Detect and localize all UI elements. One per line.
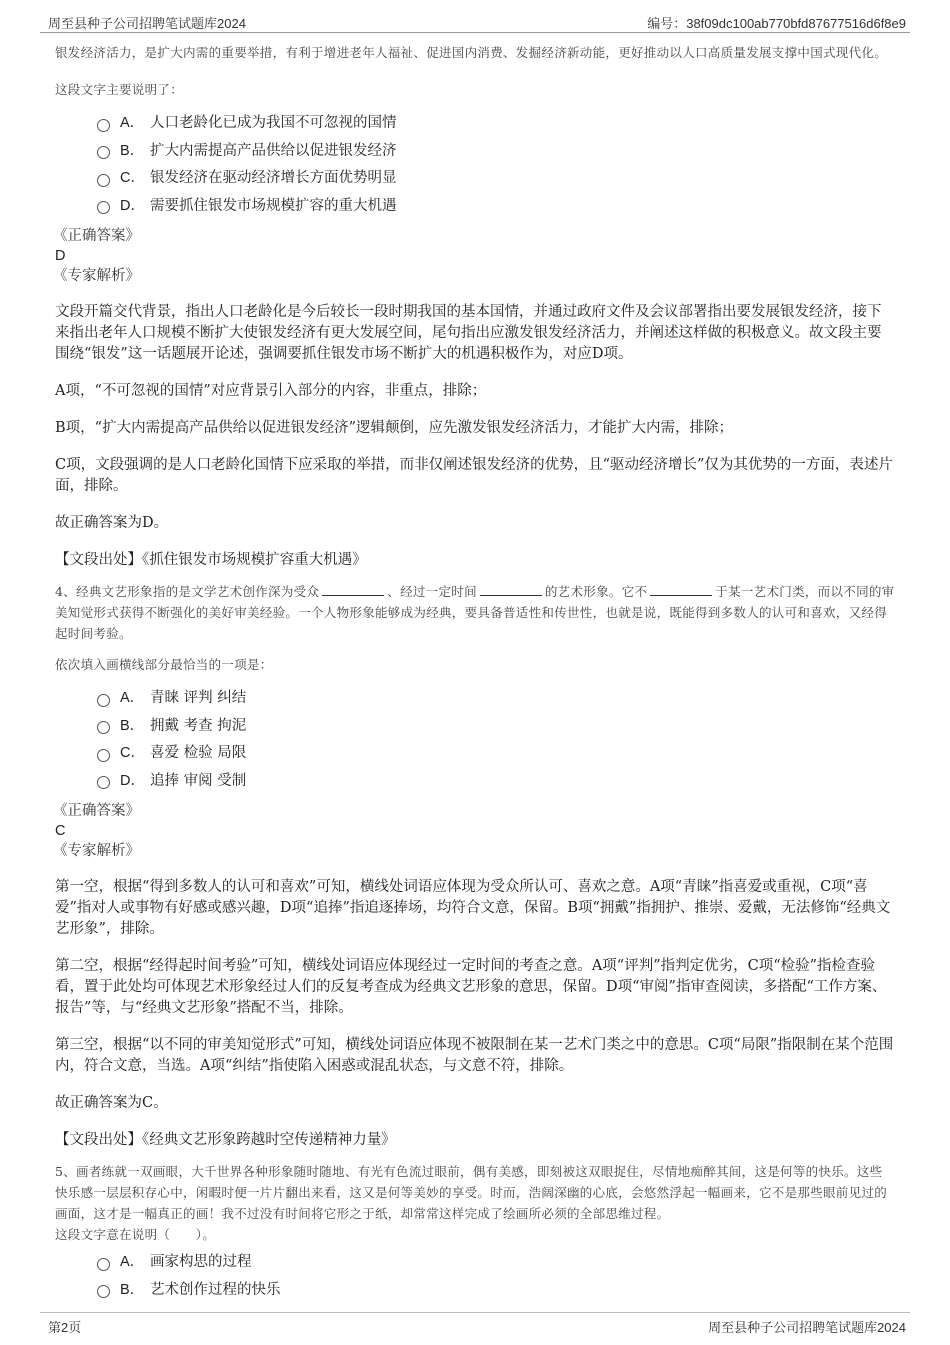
q4-option-c[interactable]: C． 喜爱 检验 局限 bbox=[97, 740, 895, 768]
q3-analysis-2: A项，“不可忽视的国情”对应背景引入部分的内容，非重点，排除； bbox=[55, 383, 487, 399]
q3-answer-label: 《正确答案》 bbox=[53, 228, 140, 244]
q5-option-b[interactable]: B． 艺术创作过程的快乐 bbox=[97, 1277, 895, 1305]
q3-analysis-1: 文段开篇交代背景，指出人口老龄化是今后较长一段时期我国的基本国情，并通过政府文件及会议部署指出要发展银发经济，接下来指出老年人口规模不断扩大使银发经济有更大发展空间，尾句指出应激发银发经济活力，并阐述这样做的积极意义。故文段主要围绕“银发”这一话题展开论述，强调要抓住银发市场不断扩大的机遇积极作为，对应D项。 bbox=[55, 304, 882, 362]
q5-question: 这段文字意在说明（ ）。 bbox=[55, 1227, 216, 1242]
page-content bbox=[55, 42, 895, 1304]
radio-icon[interactable] bbox=[97, 174, 110, 187]
header-code bbox=[647, 13, 906, 32]
q3-analysis-5: 故正确答案为D。 bbox=[55, 515, 169, 531]
radio-icon[interactable] bbox=[97, 146, 110, 159]
q3-option-d[interactable]: D． 需要抓住银发市场规模扩容的重大机遇 bbox=[97, 193, 895, 221]
radio-icon[interactable] bbox=[97, 119, 110, 132]
q4-option-b[interactable]: B． 拥戴 考查 拘泥 bbox=[97, 713, 895, 741]
q3-analysis-3: B项，“扩大内需提高产品供给以促进银发经济”逻辑颠倒，应先激发银发经济活力，才能扩大内需，排除； bbox=[55, 420, 733, 436]
radio-icon[interactable] bbox=[97, 694, 110, 707]
q5-option-a[interactable]: A． 画家构思的过程 bbox=[97, 1249, 895, 1277]
q3-answer: D bbox=[55, 248, 66, 264]
header-code-label: 编号： bbox=[647, 16, 687, 31]
q4-question: 依次填入画横线部分最恰当的一项是： bbox=[55, 657, 273, 672]
page-footer bbox=[40, 1312, 910, 1337]
radio-icon[interactable] bbox=[97, 1285, 110, 1298]
footer-title: 周至县种子公司招聘笔试题库2024 bbox=[708, 1320, 906, 1335]
q4-analysis-1: 第一空，根据“得到多数人的认可和喜欢”可知，横线处词语应体现为受众所认可、喜欢之意。A项“青睐”指喜爱或重视，C项“喜爱”指对人或事物有好感或感兴趣，D项“追捧”指追逐捧场，均符合文意，保留。B项“拥戴”指拥护、推崇、爱戴，无法修饰“经典文艺形象”，排除。 bbox=[55, 879, 891, 937]
q4-answer: C bbox=[55, 823, 66, 839]
q4-answer-label: 《正确答案》 bbox=[53, 803, 140, 819]
radio-icon[interactable] bbox=[97, 776, 110, 789]
q3-option-c[interactable]: C． 银发经济在驱动经济增长方面优势明显 bbox=[97, 165, 895, 193]
q4-options bbox=[97, 685, 895, 795]
q5-passage: 5、画者练就一双画眼，大千世界各种形象随时随地、有光有色流过眼前，偶有美感，即刻被这双眼捉住，尽情地痴醉其间，这是何等的快乐。这些快乐感一层层积存心中，闲暇时便一片片翻出来看，这又是何等美妙的享受。时而，浩阔深幽的心底，会悠然浮起一幅画来，它不是那些眼前见过的画面，这才是一幅真正的画！我不过没有时间将它形之于纸，却常常这样完成了绘画所必须的全部思维过程。 bbox=[55, 1164, 888, 1221]
q4-analysis-3: 第三空，根据“以不同的审美知觉形式”可知，横线处词语应体现不被限制在某一艺术门类之中的意思。C项“局限”指限制在某个范围内，符合文意，当选。A项“纠结”指使陷入困惑或混乱状态，与文意不符，排除。 bbox=[55, 1037, 894, 1074]
q3-analysis-4: C项，文段强调的是人口老龄化国情下应采取的举措，而非仅阐述银发经济的优势，且“驱动经济增长”仅为其优势的一方面，表述片面，排除。 bbox=[55, 457, 893, 494]
q4-analysis-2: 第二空，根据“经得起时间考验”可知，横线处词语应体现经过一定时间的考查之意。A项“评判”指判定优劣，C项“检验”指检查验看，置于此处均可体现艺术形象经过人们的反复考查成为经典文艺形象的意思，保留。D项“审阅”指审查阅读，多搭配“工作方案、报告”等，与“经典文艺形象”搭配不当，排除。 bbox=[55, 958, 887, 1016]
page-header bbox=[40, 10, 910, 33]
radio-icon[interactable] bbox=[97, 201, 110, 214]
header-code-value: 38f09dc100ab770bfd87677516d6f8e9 bbox=[686, 16, 906, 31]
radio-icon[interactable] bbox=[97, 749, 110, 762]
q3-option-a[interactable]: A． 人口老龄化已成为我国不可忽视的国情 bbox=[97, 110, 895, 138]
q4-source: 【文段出处】《经典文艺形象跨越时空传递精神力量》 bbox=[55, 1132, 396, 1148]
radio-icon[interactable] bbox=[97, 1258, 110, 1271]
q3-options bbox=[97, 110, 895, 220]
q3-question: 这段文字主要说明了： bbox=[55, 82, 184, 97]
q4-analysis-4: 故正确答案为C。 bbox=[55, 1095, 168, 1111]
q4-option-a[interactable]: A． 青睐 评判 纠结 bbox=[97, 685, 895, 713]
q3-passage-tail: 银发经济活力，是扩大内需的重要举措，有利于增进老年人福祉、促进国内消费、发掘经济新动能，更好推动以人口高质量发展支撑中国式现代化。 bbox=[55, 45, 888, 60]
header-title: 周至县种子公司招聘笔试题库2024 bbox=[48, 16, 246, 31]
q4-analysis-label: 《专家解析》 bbox=[53, 843, 140, 859]
q3-option-b[interactable]: B． 扩大内需提高产品供给以促进银发经济 bbox=[97, 138, 895, 166]
fill-blank-1 bbox=[322, 583, 384, 596]
q4-option-d[interactable]: D． 追捧 审阅 受制 bbox=[97, 768, 895, 796]
q5-options bbox=[97, 1249, 895, 1304]
q4-passage: 4、经典文艺形象指的是文学艺术创作深为受众 、经过一定时间 的艺术形象。它不 于某一艺术门类，而以不同的审美知觉形式获得不断强化的美好审美经验。一个人物形象能够成为经典，要具备普适性和传世性，也就是说，既能得到多数人的认可和喜欢，又经得起时间考验。 bbox=[55, 584, 895, 641]
radio-icon[interactable] bbox=[97, 721, 110, 734]
q3-analysis-label: 《专家解析》 bbox=[53, 268, 140, 284]
fill-blank-3 bbox=[650, 583, 712, 596]
q3-source: 【文段出处】《抓住银发市场规模扩容重大机遇》 bbox=[55, 552, 367, 568]
page-number: 第2页 bbox=[48, 1320, 82, 1335]
fill-blank-2 bbox=[480, 583, 542, 596]
